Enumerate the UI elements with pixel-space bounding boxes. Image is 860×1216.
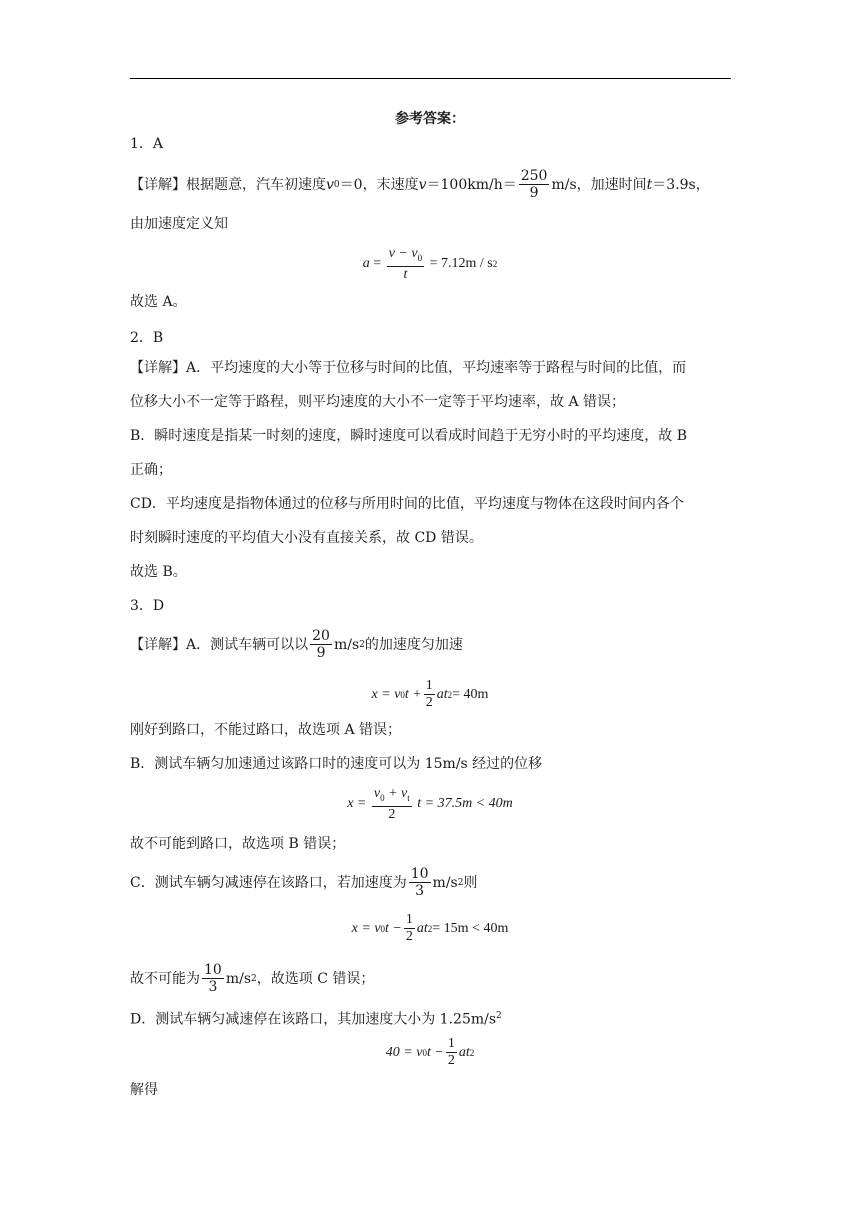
q1-frac-den: 9 [529, 185, 539, 201]
q1-line2: 由加速度定义知 [130, 216, 228, 232]
q2-line-5: CD．平均速度是指物体通过的位移与所用时间的比值，平均速度与物体在这段时间内各个 [130, 496, 684, 512]
q3-a-frac-den: 9 [316, 645, 326, 661]
q2-line-3: B．瞬时速度是指某一时刻的速度，瞬时速度可以看成时间趋于无穷小时的平均速度，故 B [130, 428, 688, 444]
q3-c-concl-unit: m/s [225, 970, 252, 987]
q3-eq1 [0, 678, 860, 711]
eq3-rest: at [416, 920, 428, 936]
q3-eq3 [0, 912, 860, 945]
q2-line-6: 时刻瞬时速度的平均值大小没有直接关系，故 CD 错误。 [130, 530, 483, 546]
q3-c-concl-1: 故不可能为 [130, 970, 200, 987]
eq-rhs-sup: 2 [492, 259, 498, 270]
q3-b-text: B．测试车辆匀加速通过该路口时的速度可以为 15m/s 经过的位移 [130, 756, 543, 772]
q1-text-2: ＝0，末速度 [339, 176, 419, 193]
q1-conclusion: 故选 A。 [130, 294, 187, 310]
q3-c-unit-sup: 2 [457, 877, 464, 888]
eq2-num-sub0: 0 [380, 792, 385, 803]
eq-num: v − v [388, 246, 418, 261]
q3-c-frac-num: 10 [410, 866, 429, 882]
eq4-fraction [446, 1036, 457, 1069]
q3-d-text-main: D．测试车辆匀减速停在该路口，其加速度大小为 1.25m/s [130, 1011, 497, 1028]
q1-v0-sub: 0 [333, 179, 340, 190]
q3-d-sup: 2 [496, 1011, 502, 1021]
q3-c-concl-den: 3 [208, 979, 218, 995]
eq3-fn: 1 [405, 912, 413, 927]
eq2-fraction [372, 786, 412, 823]
eq1-t: t + [404, 686, 422, 702]
q3-a-text-1: 【详解】A．测试车辆可以以 [130, 636, 309, 653]
eq2-num-v: v [373, 786, 381, 801]
q1-v0: v [326, 176, 334, 193]
eq4-fd: 2 [447, 1053, 455, 1068]
header-rule [130, 78, 731, 79]
q3-c-concl-fraction [202, 962, 224, 995]
q1-detail [130, 168, 710, 201]
q1-v: v [418, 176, 427, 193]
eq1-lhs: x = v [371, 686, 401, 702]
eq1-fn: 1 [425, 678, 433, 693]
eq1-lhs-sub: 0 [400, 689, 405, 700]
q3-c-fraction [409, 866, 431, 899]
q3-eq4 [0, 1036, 860, 1069]
q3-b-conclusion: 故不可能到路口，故选项 B 错误； [130, 836, 346, 852]
q3-solve: 解得 [130, 1082, 158, 1098]
eq3-lhs: x = v [351, 920, 381, 936]
q3-c-concl-sup: 2 [251, 973, 257, 984]
eq4-fn: 1 [447, 1036, 455, 1051]
eq3-t: t − [385, 920, 402, 936]
q3-a-conclusion: 刚好到路口，不能过路口，故选项 A 错误； [130, 722, 402, 738]
eq4-lhs-sub: 0 [422, 1047, 427, 1058]
eq-den: t [403, 266, 408, 282]
q2-number: 2．B [130, 330, 164, 346]
eq1-rest-sup: 2 [447, 689, 453, 700]
q3-c-concl-2: ，故选项 C 错误； [256, 970, 375, 987]
q3-a-unit-sup: 2 [359, 639, 365, 650]
q1-eq-fraction [387, 246, 424, 283]
eq2-rhs: t = 37.5m < 40m [417, 796, 513, 812]
eq-rhs: = 7.12m / s [429, 256, 493, 272]
eq3-rhs: = 15m < 40m [432, 920, 509, 936]
eq1-fd: 2 [425, 695, 433, 710]
eq2-num-plus: + v [384, 786, 408, 801]
q3-number: 3．D [130, 598, 165, 614]
eq1-fraction [424, 678, 435, 711]
eq2-num-subt: t [407, 792, 410, 803]
q3-a-unit: m/s [333, 636, 360, 653]
eq2-den: 2 [388, 806, 396, 822]
q2-line-2: 位移大小不一定等于路程，则平均速度的大小不一定等于平均速率，故 A 错误； [130, 394, 626, 410]
q3-c-conclusion [130, 962, 374, 995]
eq3-lhs-sub: 0 [380, 923, 386, 934]
q1-number: 1．A [130, 136, 164, 152]
q2-line-4: 正确； [130, 462, 172, 478]
eq4-t: t − [426, 1044, 444, 1060]
q3-a-fraction [310, 628, 332, 661]
q1-frac-num: 250 [520, 168, 548, 184]
eq-sign: = [373, 256, 382, 272]
q3-c-text [130, 866, 477, 899]
q3-a-text [130, 628, 463, 661]
q1-t: t [646, 176, 653, 193]
q3-a-text-2: 的加速度匀加速 [364, 636, 463, 653]
eq4-lhs: 40 = v [385, 1044, 423, 1060]
eq3-fraction [404, 912, 415, 945]
q3-eq2 [0, 786, 860, 823]
q1-equation [0, 246, 860, 283]
eq-a: a [362, 256, 370, 272]
q2-line-1: 【详解】A．平均速度的大小等于位移与时间的比值，平均速率等于路程与时间的比值，而 [130, 360, 687, 376]
eq3-fd: 2 [405, 929, 413, 944]
q1-text-1: 【详解】根据题意，汽车初速度 [130, 176, 326, 193]
q3-c-text-1: C．测试车辆匀减速停在该路口，若加速度为 [130, 874, 407, 891]
q1-fraction [519, 168, 550, 201]
eq1-rhs: = 40m [452, 686, 489, 702]
q2-line-7: 故选 B。 [130, 564, 187, 580]
eq-num-sub: 0 [417, 252, 423, 263]
eq1-rest: at [436, 686, 448, 702]
q1-text-5: ＝3.9s， [652, 176, 710, 193]
q1-text-4: m/s，加速时间 [551, 176, 647, 193]
q3-a-frac-num: 20 [312, 628, 330, 644]
q3-c-unit: m/s [432, 874, 458, 891]
eq4-rest: at [458, 1044, 470, 1060]
q3-c-frac-den: 3 [415, 883, 425, 899]
eq3-rest-sup: 2 [427, 923, 433, 934]
q3-c-concl-num: 10 [204, 962, 222, 978]
q3-c-text-2: 则 [463, 874, 478, 891]
page-title: 参考答案： [395, 111, 465, 127]
q1-text-3: ＝100km/h＝ [426, 176, 517, 193]
eq4-rest-sup: 2 [469, 1047, 475, 1058]
eq2-lhs: x = [347, 796, 367, 812]
q3-d-text [130, 1006, 502, 1030]
